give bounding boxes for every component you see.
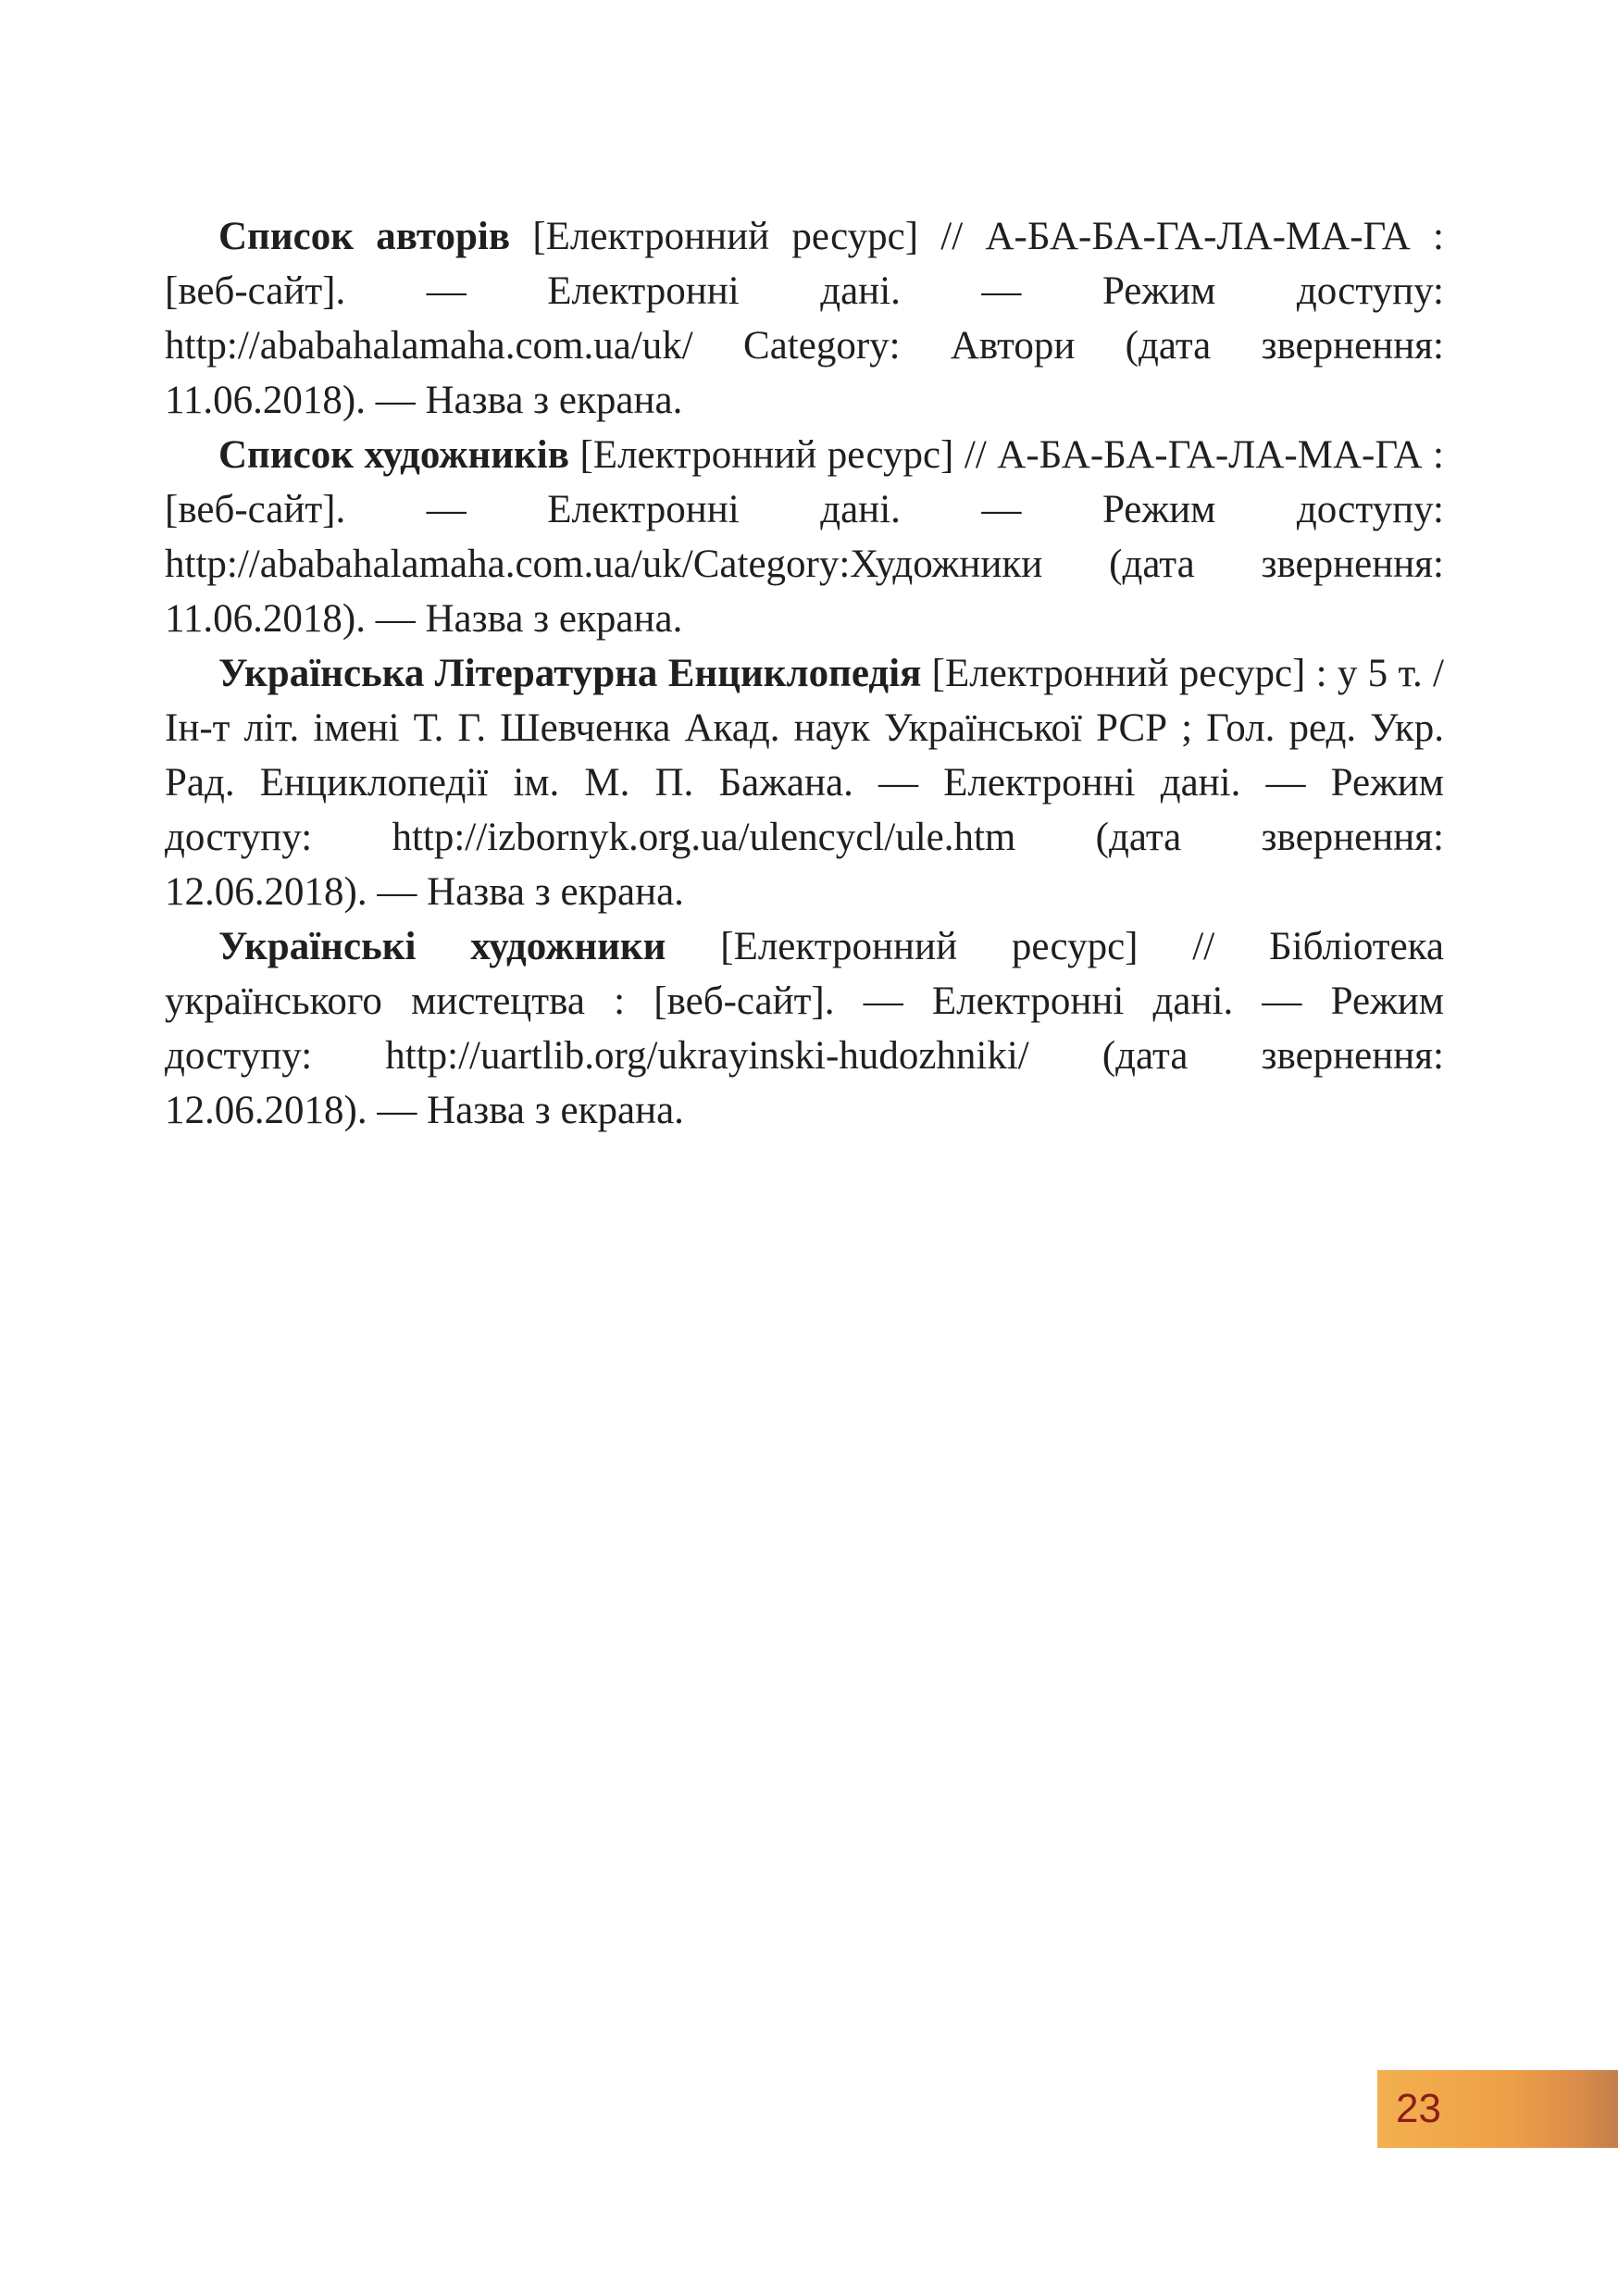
entry-text: [Електронний ресурс] : у 5 т. / Ін-т літ. імені Т. Г. Шевченка Акад. наук Української РСР ; Гол. ред. Укр. Рад. Енциклопедії ім. М. П. Бажана. — Електронні дані. — Режим доступу: http://izbornyk.org.ua/ulencycl/ule.htm (дата звернення: 12.06.2018). — Назва з екрана. (165, 652, 1444, 914)
entry-text: [Електронний ресурс] // Бібліотека українського мистецтва : [веб-сайт]. — Електронні дані. — Режим доступу: http://uartlib.org/ukrayinski-hudozhniki/ (дата звернення: 12.06.2018). — Назва з екрана. (165, 925, 1445, 1132)
entry-title: Список авторів (218, 215, 511, 258)
entry-title: Українська Літературна Енциклопедія (218, 652, 922, 695)
entry-text: [Електронний ресурс] // А-БА-БА-ГА-ЛА-МА-ГА : [веб-сайт]. — Електронні дані. — Режим доступу: http://ababahalamaha.com.ua/uk/Category:Художники (дата звернення: 11.06.2018). — Назва з екрана. (165, 433, 1444, 641)
bibliography-entry (165, 209, 1444, 428)
page-number: 23 (1396, 2086, 1441, 2131)
bibliography-list (165, 209, 1444, 1138)
entry-title: Список художників (218, 433, 569, 477)
entry-title: Українські художники (218, 925, 666, 968)
bibliography-entry (165, 919, 1444, 1138)
page-number-badge (1377, 2070, 1618, 2148)
bibliography-entry (165, 428, 1444, 646)
bibliography-entry (165, 646, 1444, 919)
entry-text: [Електронний ресурс] // А-БА-БА-ГА-ЛА-МА-ГА : [веб-сайт]. — Електронні дані. — Режим доступу: http://ababahalamaha.com.ua/uk/ Category: Автори (дата звернення: 11.06.2018). — Назва з екрана. (165, 215, 1444, 422)
